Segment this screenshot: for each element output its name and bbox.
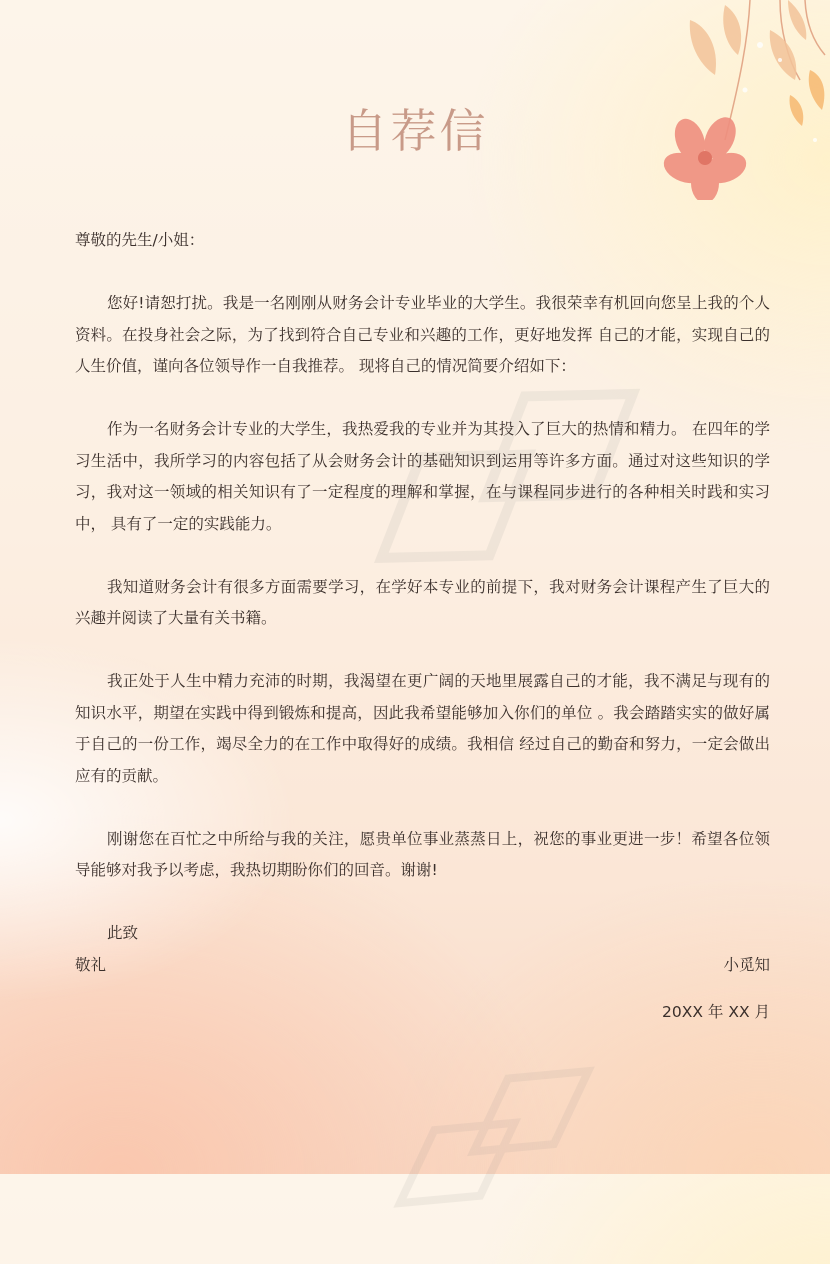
closing-regards: 敬礼	[75, 955, 107, 974]
paragraph-thanks: 刚谢您在百忙之中所给与我的关注，愿贵单位事业蒸蒸日上，祝您的事业更进一步！希望各位领导能够对我予以考虑，我热切期盼你们的回音。谢谢!	[75, 829, 770, 879]
paragraph-intro: 您好!请恕打扰。我是一名刚刚从财务会计专业毕业的大学生。我很荣幸有机回向您呈上我的个人资料。在投身社会之际，为了找到符合自己专业和兴趣的工作，更好地发挥 自己的才能，实现自己的人生价值，谨向各位领导作一自我推荐。 现将自己的情况简要介绍如下：	[75, 294, 770, 375]
letter-body	[75, 225, 770, 981]
watermark-graphic-bottom	[349, 1016, 631, 1263]
signature-block	[662, 950, 770, 1028]
paragraph-aspiration: 我正处于人生中精力充沛的时期，我渴望在更广阔的天地里展露自己的才能，我不满足与现有的知识水平，期望在实践中得到锻炼和提高，因此我希望能够加入你们的单位 。我会踏踏实实的做好属于自己的一份工作，竭尽全力的在工作中取得好的成绩。我相信 经过自己的勤奋和努力，一定会做出应有的贡献。	[75, 672, 770, 785]
signature-name: 小觅知	[723, 956, 770, 974]
closing-salutation: 此致	[107, 924, 139, 942]
letter-title: 自荐信	[341, 104, 489, 158]
paragraph-interest: 我知道财务会计有很多方面需要学习，在学好本专业的前提下，我对财务会计课程产生了巨大的兴趣并阅读了大量有关书籍。	[75, 577, 770, 627]
letter-greeting: 尊敬的先生/小姐：	[75, 231, 205, 249]
paragraph-education: 作为一名财务会计专业的大学生，我热爱我的专业并为其投入了巨大的热情和精力。 在四年的学习生活中，我所学习的内容包括了从会财务会计的基础知识到运用等许多方面。通过对这些知识的学习，我对这一领域的相关知识有了一定程度的理解和掌握，在与课程同步进行的各种相关时践和实习中， 具有了一定的实践能力。	[75, 420, 770, 533]
signature-date: 20XX 年 XX 月	[662, 1002, 770, 1021]
